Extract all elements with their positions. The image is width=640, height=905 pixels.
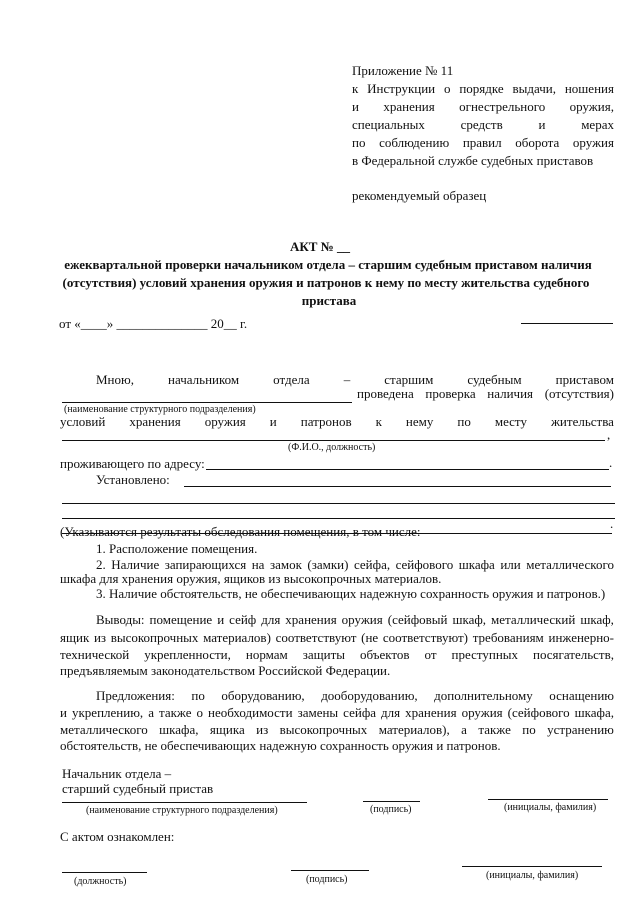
acquainted-name-line [462,866,602,867]
conclusions-line-1 [96,612,614,628]
appendix-line-4 [352,135,614,151]
word: порядке [459,81,504,96]
word: материалов), [378,722,450,737]
appendix-title: Приложение № 11 [352,63,454,78]
caption-acquainted-sign: (подпись) [306,874,348,885]
word: шкаф, [452,612,487,627]
word: средств [460,117,503,132]
word: мерах [581,117,614,132]
word: и [217,612,225,627]
word: Мною, [96,372,134,387]
conclusions-line-3 [60,647,614,663]
word: инженерно- [548,630,614,645]
fio-comma: , [607,427,611,442]
word: нормам [245,647,288,662]
word: также [158,705,192,720]
established-line-1 [184,486,611,487]
word: посягательств, [532,647,614,662]
established-line-2 [62,503,615,504]
proposals-line-3 [60,722,614,738]
word: шкаф, [580,612,614,627]
word: (сейфового [507,705,570,720]
findings-intro: (Указываются результаты обследования помещения, в том числе: [60,524,421,539]
acquainted-label: С актом ознакомлен: [60,829,175,844]
caption-acquainted-name: (инициалы, фамилия) [486,870,579,881]
word: запирающихся [164,557,247,572]
word: оружия [572,135,614,150]
paragraph-1-line-2 [357,386,614,402]
established-period: . [610,516,614,531]
caption-fio: (Ф.И.О., должность) [288,442,376,453]
signature-name-line [488,799,608,800]
word: соответствуют [275,630,357,645]
appendix-line-2 [352,99,614,115]
word: условий [60,414,106,429]
word: дооборудованию, [321,688,418,703]
word: ношения [564,81,614,96]
word: (замки) [307,557,349,572]
word: объектов [360,647,410,662]
word: наличия [487,386,534,401]
established-line-3 [62,518,615,519]
paragraph-1-line-3 [60,414,614,430]
appendix-line-1 [352,81,614,97]
word: оружия, [569,99,614,114]
word: ящик [60,630,90,645]
conclusions-line-4: предъявляемым законодательством Российской Федерации. [60,663,391,678]
word: приставом [555,372,614,387]
findings-item-2-line-2: шкафа для хранения оружия, ящиков из высокопрочных материалов. [60,571,442,586]
word: отдела [273,372,310,387]
word: начальником [168,372,240,387]
word: а [461,722,467,737]
caption-unit: (наименование структурного подразделения) [64,404,256,415]
word: нему [405,414,434,429]
word: к [375,414,382,429]
word: хранения [405,705,457,720]
word: проверка [425,386,476,401]
word: по [457,414,471,429]
word: о [444,81,451,96]
word: Предложения: [96,688,175,703]
signature-head-line-2: старший судебный пристав [62,781,214,796]
word: преступных [451,647,519,662]
word: месту [494,414,527,429]
word: из [93,630,107,645]
word: по [191,688,205,703]
word: устранению [547,722,614,737]
word: – [343,372,351,387]
word: по [522,722,536,737]
word: защиты [302,647,346,662]
word: сейфа, [353,557,391,572]
word: сейфа [343,705,377,720]
word: также [478,722,511,737]
unit-blank-line [62,402,352,403]
word: укреплению, [71,705,144,720]
act-subtitle-3: пристава [301,293,357,308]
signature-head-line-1: Начальник отдела – [62,766,172,781]
address-line [206,469,609,470]
word: Выводы: [96,612,145,627]
word: для [381,705,401,720]
act-subtitle-2: (отсутствия) условий хранения оружия и патронов к нему по месту жительства судебного [62,275,590,290]
word: (отсутствия) [544,386,614,401]
established-label: Установлено: [96,472,170,487]
act-place-line [521,323,613,324]
word: о [196,705,204,720]
word: сейфового [395,557,454,572]
word: а [148,705,154,720]
proposals-line-2 [60,705,614,721]
findings-item-1: 1. Расположение помещения. [96,541,258,556]
word: и [352,99,359,114]
word: и [60,705,67,720]
word: для [261,612,281,627]
word: высокопрочных [279,722,368,737]
word: замок [269,557,302,572]
word: на [251,557,265,572]
word: металлического [526,557,614,572]
word: шкафа, [574,705,614,720]
word: старшим [384,372,434,387]
word: технической [60,647,130,662]
word: по [352,135,366,150]
address-label: проживающего по адресу: [60,456,205,471]
caption-signature-name: (инициалы, фамилия) [504,802,597,813]
word: проведена [357,386,414,401]
word: оборудованию, [221,688,305,703]
proposals-line-1 [96,688,614,704]
word: специальных [352,117,425,132]
word: материалов) [203,630,271,645]
word: или [500,557,521,572]
acquainted-sign-line [291,870,369,871]
word: огнестрельного [459,99,546,114]
act-date: от «____» ______________ 20__ г. [59,316,248,331]
word: (сейфовый [387,612,448,627]
appendix-line-5: в Федеральной службе судебных приставов [352,153,594,168]
word: жительства [550,414,614,429]
word: судебным [467,372,522,387]
signature-sign-line [363,801,420,802]
word: выдачи, [512,81,556,96]
caption-signature-sign: (подпись) [370,804,412,815]
word: замены [297,705,339,720]
word: и [538,117,546,132]
word: оружия [341,612,383,627]
word: требованиям [472,630,544,645]
word: помещение [149,612,213,627]
word: патронов [300,414,352,429]
word: и [269,414,277,429]
acquainted-position-line [62,872,147,873]
address-period: . [609,455,613,470]
word: металлического [60,722,148,737]
word: от [424,647,437,662]
word: оснащению [549,688,614,703]
conclusions-line-2 [60,630,614,646]
word: дополнительному [434,688,533,703]
word: из [256,722,269,737]
word: 2. [96,557,106,572]
word: шкафа, [159,722,199,737]
word: оружия [204,414,246,429]
caption-acquainted-position: (должность) [74,876,127,887]
word: Инструкции [367,81,436,96]
caption-signature-unit: (наименование структурного подразделения) [86,805,278,816]
appendix-line-3 [352,117,614,133]
word: Наличие [111,557,160,572]
word: хранения [285,612,337,627]
word: соответствуют) [382,630,469,645]
act-subtitle-1: ежеквартальной проверки начальником отдела – старшим судебным приставом наличия [64,257,592,272]
word: укрепленности, [144,647,231,662]
word: высокопрочных [110,630,199,645]
word: сейф [229,612,257,627]
sample-label: рекомендуемый образец [352,188,487,203]
word: металлический [491,612,576,627]
word: к [352,81,359,96]
proposals-line-4: обстоятельств, не обеспечивающих надежную сохранность оружия и патронов. [60,738,501,753]
word: (не [361,630,379,645]
word: хранения [383,99,435,114]
word: правил [462,135,502,150]
word: шкафа [458,557,495,572]
word: оборота [515,135,560,150]
signature-unit-line [62,802,307,803]
word: хранения [129,414,181,429]
word: соблюдению [379,135,450,150]
fio-blank-line [62,440,605,441]
findings-item-3: 3. Наличие обстоятельств, не обеспечивающих надежную сохранность оружия и патронов.) [96,586,606,601]
word: необходимости [208,705,293,720]
act-title: АКТ № __ [289,239,351,254]
word: оружия [461,705,503,720]
word: ящика [209,722,245,737]
